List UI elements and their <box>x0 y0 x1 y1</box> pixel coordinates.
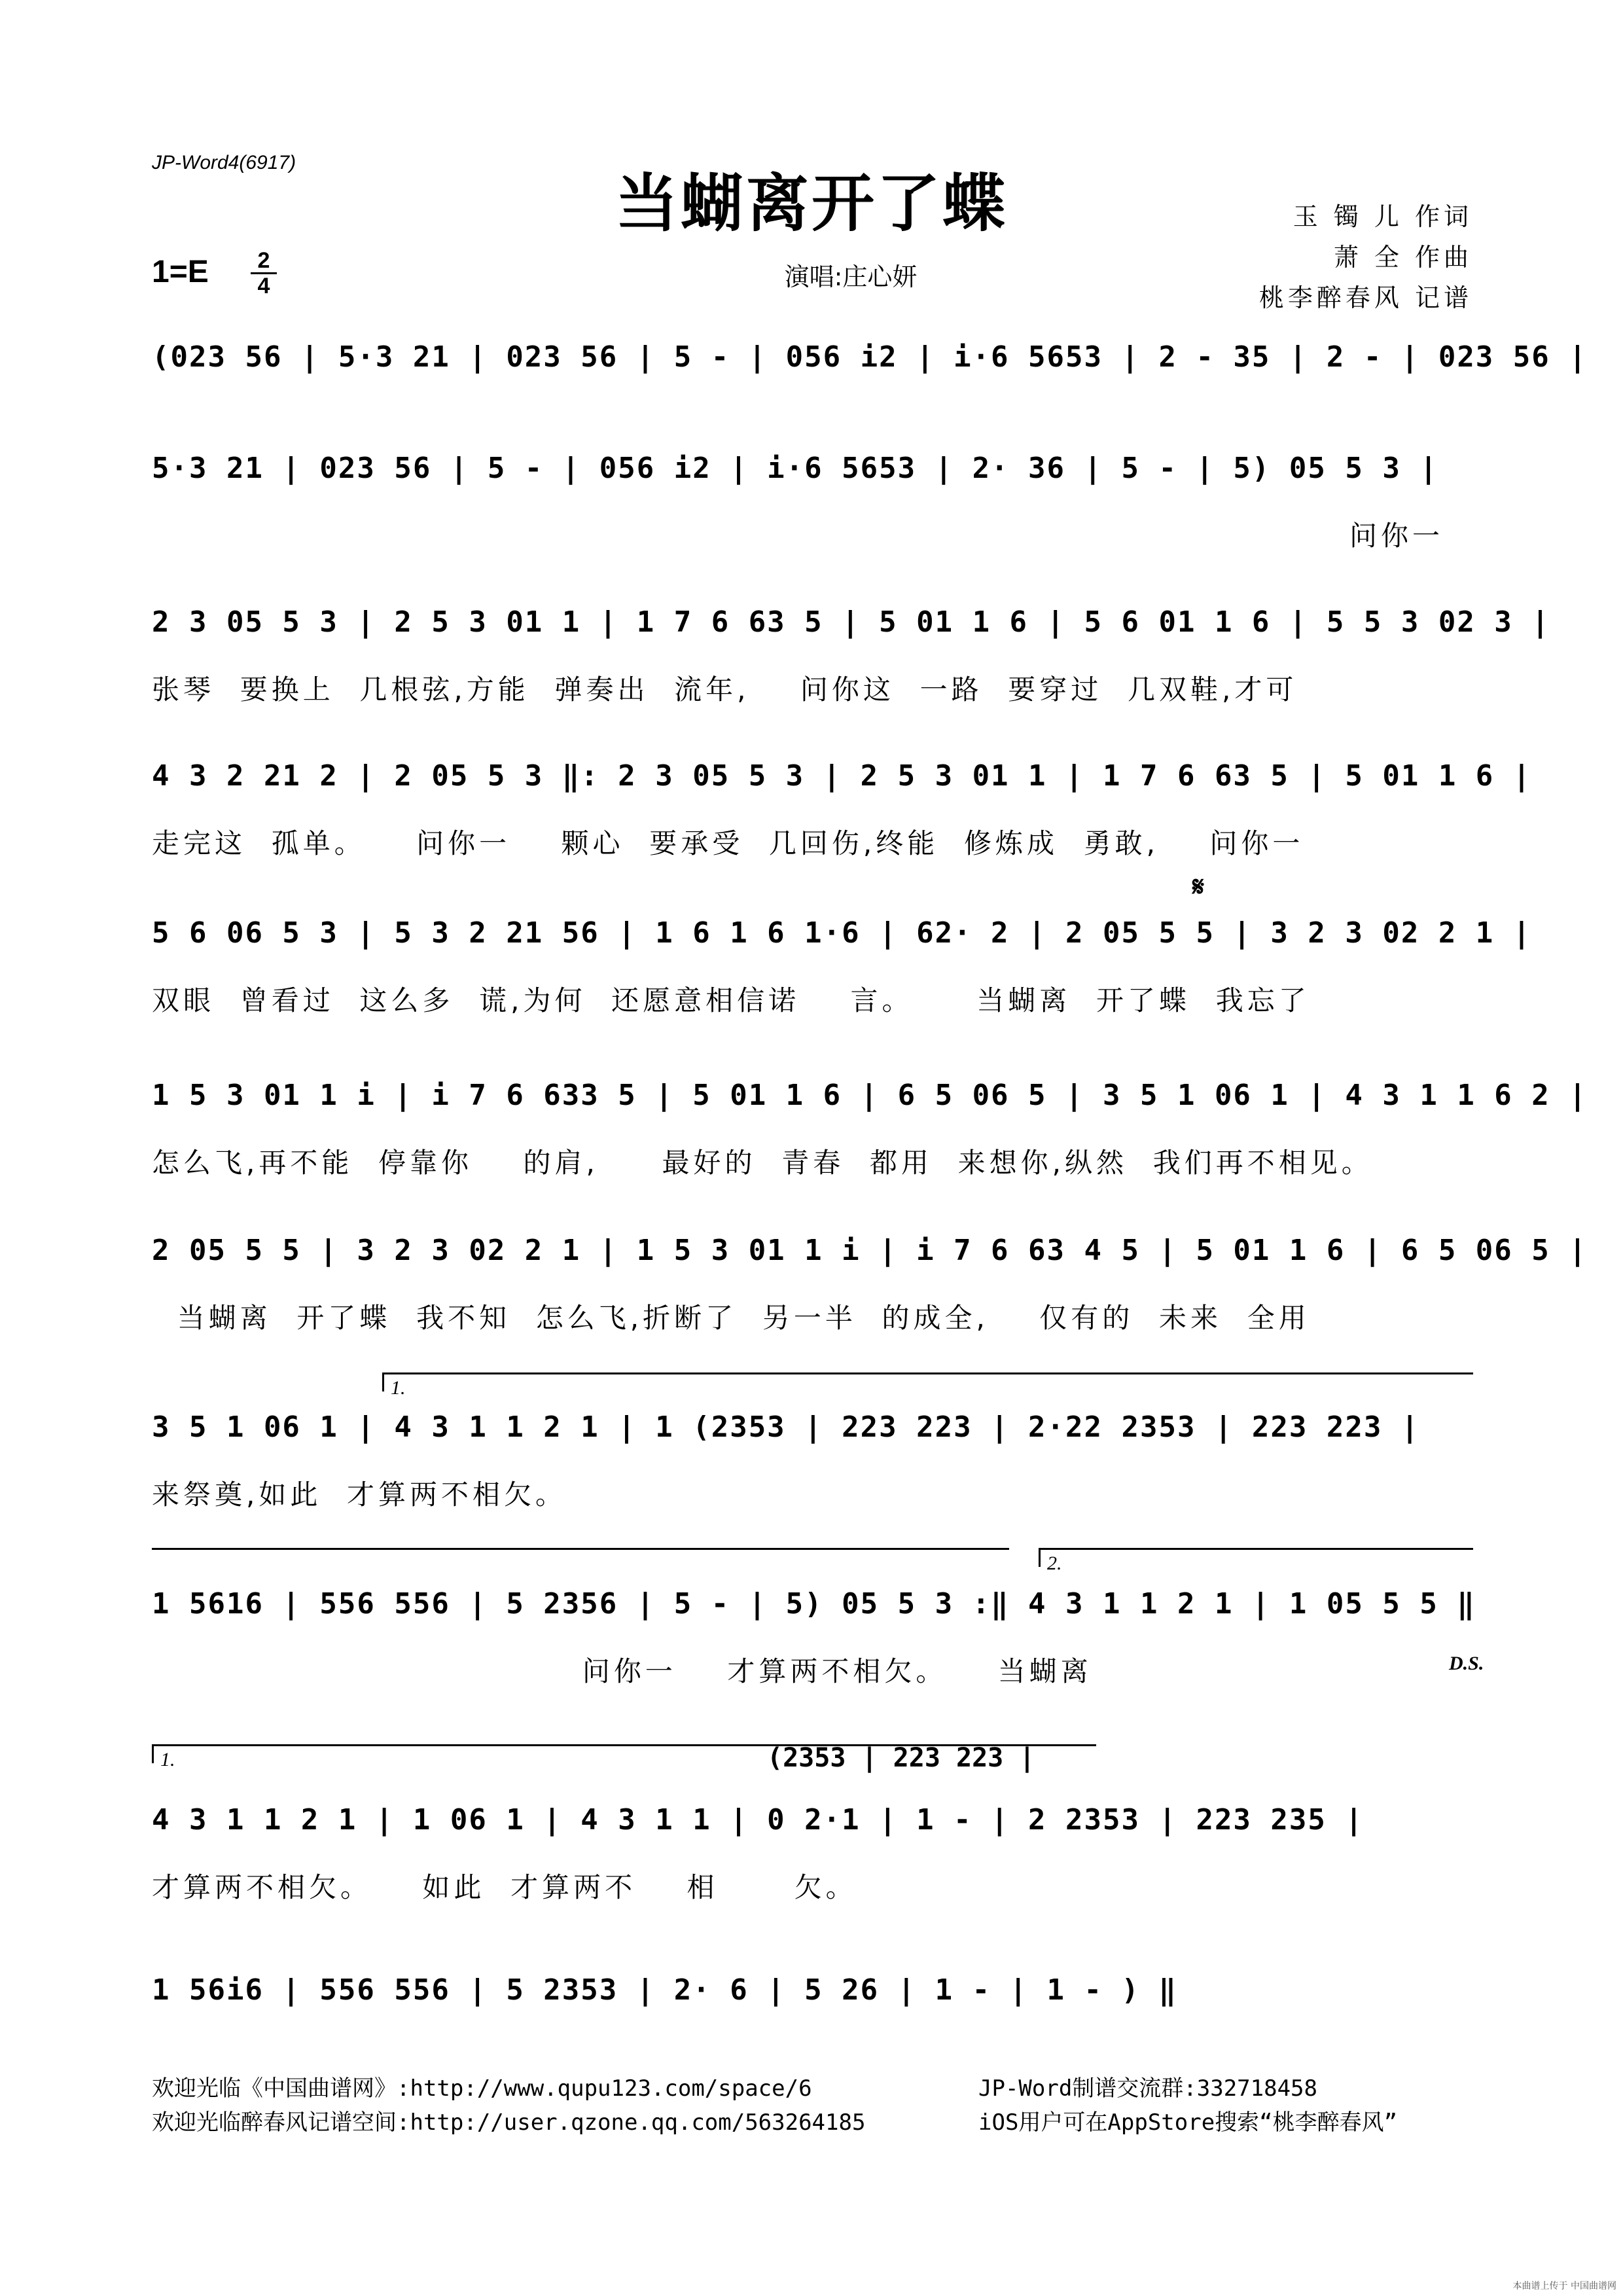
notes-row-10: 4 3 1 1 2 1 | 1 06 1 | 4 3 1 1 | 0 2·1 | 1 - | 2 2353 | 223 235 | <box>152 1803 1364 1837</box>
footer-qzone-link[interactable]: 欢迎光临醉春风记谱空间:http://user.qzone.qq.com/563264185 <box>152 2109 866 2136</box>
volta-1-bracket <box>382 1372 1473 1399</box>
lyrics-row-9: 问你一 才算两不相欠。 当蝴离 <box>152 1655 1092 1687</box>
lyrics-row-7: 当蝴离 开了蝶 我不知 怎么飞,折断了 另一半 的成全, 仅有的 未来 全用 <box>152 1302 1310 1334</box>
credits <box>1259 196 1472 318</box>
volta-2-label: 2. <box>1047 1552 1062 1574</box>
footer-ios-note: iOS用户可在AppStore搜索“桃李醉春风” <box>978 2109 1398 2136</box>
lyrics-row-4: 走完这 孤单。 问你一 颗心 要承受 几回伤,终能 修炼成 勇敢, 问你一 <box>152 827 1304 859</box>
notes-row-1: (023 56 | 5·3 21 | 023 56 | 5 - | 056 i2 | i·6 5653 | 2 - 35 | 2 - | 023 56 | <box>152 340 1588 374</box>
notes-row-3: 2 3 05 5 3 | 2 5 3 01 1 | 1 7 6 63 5 | 5 01 1 6 | 5 6 01 1 6 | 5 5 3 02 3 | <box>152 605 1550 639</box>
time-signature-top: 2 <box>257 248 270 273</box>
lyrics-row-2: 问你一 <box>1349 520 1444 552</box>
upper-phrase: (2353 | 223 223 | <box>767 1743 1035 1773</box>
ds-mark: D.S. <box>1449 1653 1484 1674</box>
lyrics-row-8: 来祭奠,如此 才算两不相欠。 <box>152 1479 567 1511</box>
notes-row-5: 5 6 06 5 3 | 5 3 2 21 56 | 1 6 1 6 1·6 | 62· 2 | 2 05 5 5 | 3 2 3 02 2 1 | <box>152 916 1532 950</box>
upload-credit: 本曲谱上传于 中国曲谱网 <box>1512 2281 1616 2291</box>
footer-left <box>152 2072 865 2140</box>
time-signature-bottom: 4 <box>251 272 277 298</box>
notes-row-11: 1 56i6 | 556 556 | 5 2353 | 2· 6 | 5 26 | 1 - | 1 - ) ‖ <box>152 1973 1177 2007</box>
notes-row-6: 1 5 3 01 1 i | i 7 6 633 5 | 5 01 1 6 | 6 5 06 5 | 3 5 1 06 1 | 4 3 1 1 6 2 | <box>152 1079 1588 1112</box>
lyrics-row-5: 双眼 曾看过 这么多 谎,为何 还愿意相信诺 言。 当蝴离 开了蝶 我忘了 <box>152 984 1310 1016</box>
volta-1-continuation <box>152 1548 1009 1567</box>
notes-row-2: 5·3 21 | 023 56 | 5 - | 056 i2 | i·6 5653 | 2· 36 | 5 - | 5) 05 5 3 | <box>152 452 1438 485</box>
footer-qq-group: JP-Word制谱交流群:332718458 <box>978 2075 1317 2102</box>
volta-2-bracket <box>1039 1548 1473 1574</box>
song-title: 当蝴离开了蝶 <box>615 166 1008 240</box>
lyrics-row-10: 才算两不相欠。 如此 才算两不 相 欠。 <box>152 1871 857 1903</box>
footer-site-link[interactable]: 欢迎光临《中国曲谱网》:http://www.qupu123.com/space/6 <box>152 2075 812 2102</box>
singer: 演唱:庄心妍 <box>784 262 918 291</box>
segno-mark: 𝄋 <box>1192 870 1205 903</box>
notes-row-9: 1 5616 | 556 556 | 5 2356 | 5 - | 5) 05 5 3 :‖ 4 3 1 1 2 1 | 1 05 5 5 ‖ <box>152 1587 1476 1621</box>
software-label: JP-Word4(6917) <box>152 152 296 173</box>
volta-1-label: 1. <box>391 1377 406 1399</box>
notes-row-8: 3 5 1 06 1 | 4 3 1 1 2 1 | 1 (2353 | 223 223 | 2·22 2353 | 223 223 | <box>152 1410 1420 1444</box>
lyrics-row-6: 怎么飞,再不能 停靠你 的肩, 最好的 青春 都用 来想你,纵然 我们再不相见。 <box>152 1147 1373 1179</box>
composer-credit: 萧 全 作曲 <box>1333 243 1472 272</box>
notes-row-4: 4 3 2 21 2 | 2 05 5 3 ‖: 2 3 05 5 3 | 2 5 3 01 1 | 1 7 6 63 5 | 5 01 1 6 | <box>152 759 1532 793</box>
notes-row-7: 2 05 5 5 | 3 2 3 02 2 1 | 1 5 3 01 1 i | i 7 6 63 4 5 | 5 01 1 6 | 6 5 06 5 | <box>152 1234 1588 1267</box>
lyricist-credit: 玉 镯 儿 作词 <box>1293 202 1472 231</box>
key-signature: 1=E <box>152 255 209 289</box>
volta-1-coda-label: 1. <box>160 1749 175 1770</box>
transcriber-credit: 桃李醉春风 记谱 <box>1258 283 1472 312</box>
footer-right <box>978 2072 1397 2140</box>
lyrics-row-3: 张琴 要换上 几根弦,方能 弹奏出 流年, 问你这 一路 要穿过 几双鞋,才可 <box>152 673 1298 706</box>
